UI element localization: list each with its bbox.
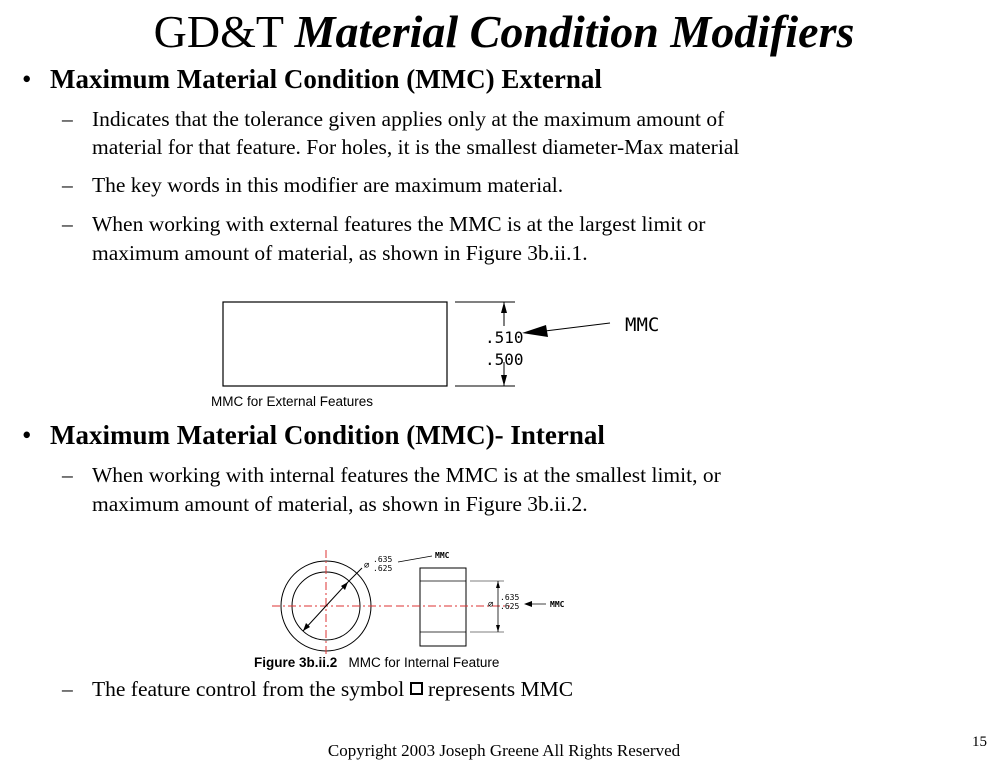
- item-line: The key words in this modifier are maximum material.: [92, 173, 564, 197]
- section2-item-1: [62, 462, 982, 516]
- section1-heading: Maximum Material Condition (MMC) External: [50, 64, 602, 94]
- side-arrow-top-icon: [496, 581, 500, 588]
- copyright-footer: Copyright 2003 Joseph Greene All Rights Reserved: [327, 741, 681, 760]
- dash: –: [62, 677, 73, 701]
- item-line: maximum amount of material, as shown in Figure 3b.ii.2.: [92, 492, 588, 516]
- mmc-label-side: MMC: [550, 600, 565, 609]
- leader-line: [545, 323, 610, 331]
- diameter-symbol: ⌀: [488, 600, 494, 610]
- dash: –: [62, 463, 73, 487]
- section1-item-2: [62, 172, 982, 198]
- slide-title-italic: Material Condition Modifiers: [294, 6, 855, 57]
- slide-title: [0, 4, 1008, 60]
- bullet-dot: •: [22, 64, 32, 94]
- symbol-sentence-start: The feature control from the symbol: [92, 677, 405, 701]
- item-line: material for that feature. For holes, it is the smallest diameter-Max material: [92, 135, 740, 159]
- dim-lower: .625: [373, 564, 393, 573]
- section2-item-2: [62, 676, 982, 704]
- mmc-label: MMC: [625, 314, 660, 336]
- side-dim-upper: .635: [500, 593, 520, 602]
- figure2-caption-text: MMC for Internal Feature: [348, 655, 500, 670]
- figure2-caption: [254, 655, 499, 670]
- mmc-leader: [398, 556, 432, 562]
- dim-upper: .510: [485, 328, 524, 347]
- section2-bullet: [22, 418, 922, 452]
- mmc-label-top: MMC: [435, 551, 450, 560]
- figure-internal-mmc: [270, 546, 590, 656]
- item-line: [92, 676, 573, 702]
- item-line: Indicates that the tolerance given applies only at the maximum amount of: [92, 107, 725, 131]
- leader-arrow-icon: [522, 325, 548, 337]
- page-number: 15: [972, 734, 987, 750]
- side-mmc-arrow-icon: [524, 601, 532, 607]
- figure1-caption: MMC for External Features: [211, 394, 374, 409]
- bullet-dot: •: [22, 420, 32, 450]
- mmc-square-icon: [410, 682, 423, 695]
- diameter-symbol: ⌀: [364, 561, 370, 571]
- dash: –: [62, 173, 73, 197]
- slide-title-plain: GD&T: [153, 6, 295, 57]
- dash: –: [62, 107, 73, 131]
- item-line: maximum amount of material, as shown in Figure 3b.ii.1.: [92, 241, 588, 265]
- side-dim-lower: .625: [500, 602, 520, 611]
- side-view-outline: [420, 568, 466, 646]
- symbol-sentence-end: represents MMC: [428, 677, 574, 701]
- dim-upper: .635: [373, 555, 393, 564]
- dim-lower: .500: [485, 350, 524, 369]
- dash: –: [62, 212, 73, 236]
- arrowhead-top-icon: [501, 302, 507, 313]
- section1-bullet: [22, 62, 922, 96]
- item-line: When working with internal features the MMC is at the smallest limit, or: [92, 463, 721, 487]
- diameter-leader-ext: [348, 568, 362, 582]
- section1-item-1: [62, 106, 982, 158]
- arrowhead-bottom-icon: [501, 375, 507, 386]
- figure-external-mmc: [215, 296, 675, 396]
- figure2-caption-number: Figure 3b.ii.2: [254, 655, 338, 670]
- section1-item-3: [62, 211, 982, 263]
- part-outline: [223, 302, 447, 386]
- side-arrow-bottom-icon: [496, 625, 500, 632]
- item-line: When working with external features the MMC is at the largest limit or: [92, 212, 706, 236]
- section2-heading: Maximum Material Condition (MMC)- Internal: [50, 420, 605, 450]
